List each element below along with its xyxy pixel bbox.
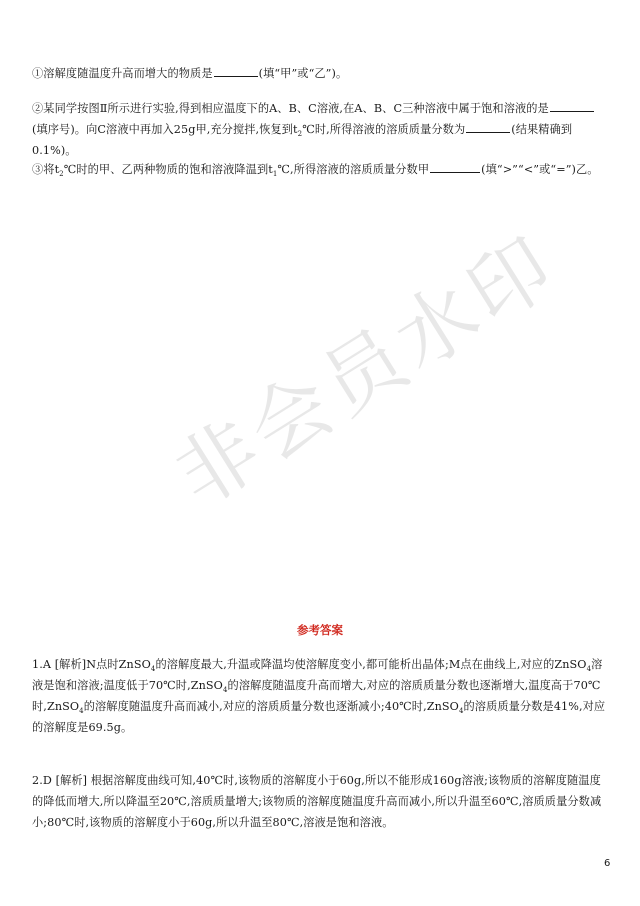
a1-text: 1.A [解析]N点时ZnSO: [32, 658, 151, 671]
a1-text: 的溶解度随温度升高而增大,对应的溶质质量分数也逐渐增大,温度高于70℃时,ZnSO: [32, 679, 601, 713]
subscript: 4: [222, 686, 228, 695]
a1-text: 的溶解度最大,升温或降温均使溶解度变小,都可能析出晶体;M点在曲线上,对应的ZnSO: [155, 658, 587, 671]
a1-text: 的溶解度随温度升高而减小,对应的溶质质量分数也逐渐减小;40℃时,ZnSO: [83, 700, 459, 713]
q2-text-c: ℃时,所得溶液的溶质质量分数为: [302, 123, 466, 136]
subscript: 1: [272, 170, 278, 179]
answer-2: [32, 770, 610, 833]
question-1: [32, 63, 610, 84]
subscript: 2: [297, 130, 303, 139]
subscript: 4: [79, 707, 84, 716]
q1-text-end: (填“甲”或“乙”)。: [258, 67, 348, 80]
q3-text-b: ℃时的甲、乙两种物质的饱和溶液降温到t: [63, 163, 273, 176]
a2-text: 2.D [解析] 根据溶解度曲线可知,40℃时,该物质的溶解度小于60g,所以不能形成160g溶液;该物质的溶解度随温度的降低而增大,所以降温至20℃,溶质质量增大;该物质的溶解度随温度升高而减小,所以升温至60℃,溶质质量分数减小;80℃时,该物质的溶解度小于60g,所以升温至80℃,溶液是饱和溶液。: [32, 774, 602, 829]
subscript: 4: [586, 665, 592, 674]
q2-text-b: (填序号)。向C溶液中再加入25g甲,充分搅拌,恢复到t: [32, 123, 298, 136]
watermark: 非会员水印: [159, 217, 574, 525]
subscript: 4: [458, 707, 464, 716]
q1-text: ①溶解度随温度升高而增大的物质是: [32, 67, 213, 80]
q3-text: ③将t: [32, 163, 60, 176]
subscript: 4: [150, 665, 156, 674]
a1-text: 溶液是饱和溶液;温度低于70℃时,ZnSO: [32, 658, 603, 692]
q2-text-d: (结果精确到0.1%)。: [32, 123, 573, 157]
answer-blank: [214, 75, 258, 77]
answer-blank: [550, 110, 594, 112]
answer-blank: [466, 131, 510, 133]
q3-text-c: ℃,所得溶液的溶质质量分数甲: [277, 163, 430, 176]
subscript: 2: [59, 170, 64, 179]
answer-1: [32, 654, 610, 738]
question-2: [32, 98, 610, 161]
answers-title: 参考答案: [297, 623, 343, 637]
answer-blank: [430, 171, 480, 173]
page-number: 6: [604, 858, 611, 869]
q2-text: ②某同学按图Ⅱ所示进行实验,得到相应温度下的A、B、C溶液,在A、B、C三种溶液中属于饱和溶液的是: [32, 102, 549, 115]
a1-text: 的溶质质量分数是41%,对应的溶解度是69.5g。: [32, 700, 606, 734]
q3-text-d: (填“>”“<”或“=”)乙。: [481, 163, 599, 176]
question-3: [32, 159, 610, 180]
